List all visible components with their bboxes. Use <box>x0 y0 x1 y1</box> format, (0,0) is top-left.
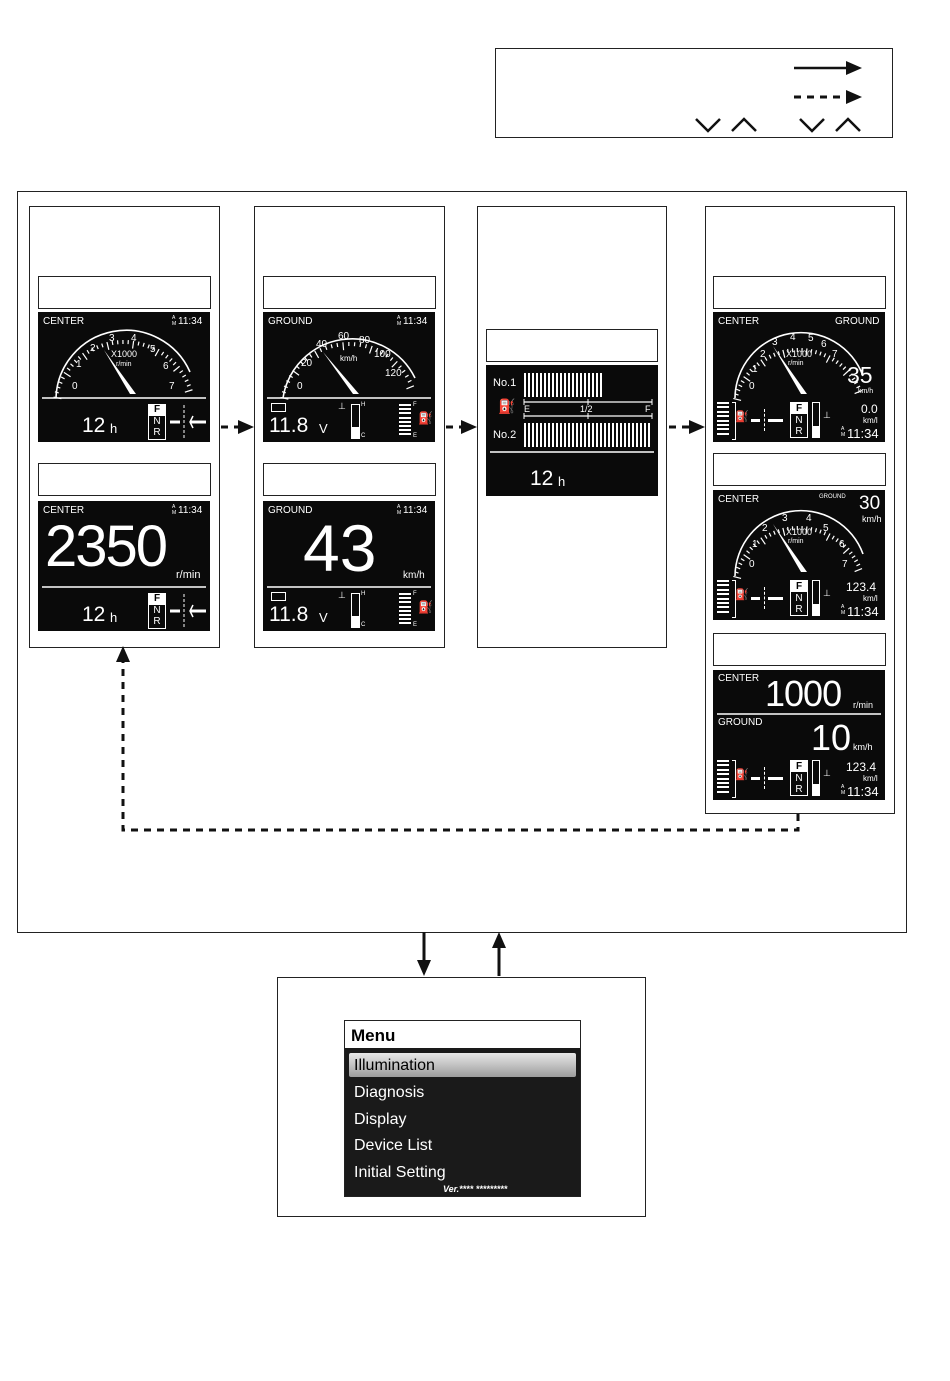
level-bar <box>528 423 530 447</box>
mode-label-left: CENTER <box>718 316 760 327</box>
tick-120: 120 <box>385 368 402 379</box>
scale-f: F <box>645 404 651 414</box>
tick-60: 60 <box>338 331 350 342</box>
fuel-bar-segment <box>717 598 729 600</box>
fuel-bar-segment <box>717 402 729 404</box>
tick-0: 0 <box>749 559 755 570</box>
gauge-tick <box>852 556 855 558</box>
tick-3: 3 <box>109 333 115 344</box>
fuel-bar-segment <box>717 782 729 784</box>
tick-4: 4 <box>790 332 796 343</box>
fuel-bar-segment <box>717 428 729 430</box>
fuel-bar-segment <box>717 786 729 788</box>
econ-value: 0.0 <box>861 402 878 416</box>
pto-icon <box>38 312 210 442</box>
econ-unit: km/l <box>863 594 878 603</box>
fuel-bar-segment <box>717 589 729 591</box>
screen-digital-speed <box>263 501 435 631</box>
voltage-unit: V <box>319 610 328 625</box>
gauge-tick <box>370 346 373 354</box>
gauge-tick <box>741 381 744 383</box>
battery-icon <box>271 592 286 601</box>
fuel-bar-segment <box>399 593 411 595</box>
clock: 11:34 <box>403 316 428 327</box>
tick-2: 2 <box>760 349 766 360</box>
level-bar <box>628 423 630 447</box>
fuel-bar-segment <box>717 602 729 604</box>
clock: 11:34 <box>847 604 879 619</box>
unit-label: r/min <box>116 361 132 368</box>
gear-r: R <box>153 616 161 627</box>
level-bar <box>580 423 582 447</box>
gauge-tick <box>741 559 744 561</box>
level-bar <box>592 423 594 447</box>
gauge-tick <box>820 530 821 534</box>
gauge-tick <box>405 375 408 377</box>
gauge-tick <box>820 352 821 356</box>
unit-label: r/min <box>788 360 804 367</box>
temp-icon: ⊥ <box>338 590 346 600</box>
temp-icon: ⊥ <box>823 588 831 598</box>
gear-n: N <box>795 593 803 604</box>
level-bar <box>548 423 550 447</box>
fuel-pump-icon: ⛽ <box>735 769 749 781</box>
fuel-bar-segment <box>717 606 729 608</box>
version-label: Ver.**** ********* <box>443 1184 508 1194</box>
mode-label: CENTER <box>43 505 85 516</box>
gauge-tick <box>856 564 860 566</box>
tick-6: 6 <box>821 339 827 350</box>
ampm-top: A <box>841 604 845 610</box>
scale-label: X1000 <box>111 349 138 359</box>
scale-label: X1000 <box>786 349 813 359</box>
mode-label-right: GROUND <box>819 494 846 500</box>
tick-6: 6 <box>163 361 169 372</box>
temp-gauge <box>351 404 360 439</box>
speed-unit: km/h <box>403 570 425 581</box>
fuel-bar-segment <box>717 760 729 762</box>
level-bar <box>636 423 638 447</box>
speed-value: 10 <box>811 717 852 758</box>
ampm-top: A <box>841 784 845 790</box>
hour-meter-unit: h <box>110 610 118 625</box>
temp-gauge-fill <box>352 427 359 438</box>
gauge-tick <box>761 360 765 367</box>
gauge-tick <box>392 361 398 367</box>
rpm-unit: r/min <box>176 569 201 581</box>
mode-label: CENTER <box>43 316 85 327</box>
gauge-tick <box>402 370 405 372</box>
tick-4: 4 <box>806 513 812 524</box>
temp-c-label: C <box>361 622 366 628</box>
gauge-tick <box>337 343 338 347</box>
gear-indicator <box>790 760 808 796</box>
gauge-tick <box>854 560 857 562</box>
tick-3: 3 <box>782 513 788 524</box>
fuel-f-label: F <box>413 402 417 408</box>
screen-digital-rpm <box>38 501 210 631</box>
gauge-tick <box>747 373 750 376</box>
tick-7: 7 <box>832 349 838 360</box>
fuel-bar-segment <box>399 425 411 427</box>
tick-0: 0 <box>297 381 303 392</box>
tick-100: 100 <box>374 349 391 360</box>
ampm-bottom: M <box>397 321 402 327</box>
fuel-bar-segment <box>399 618 411 620</box>
level-bar <box>644 423 646 447</box>
gear-r: R <box>795 604 803 615</box>
gear-f: F <box>791 581 807 592</box>
gear-r: R <box>795 784 803 795</box>
tick-4: 4 <box>131 333 137 344</box>
temp-h-label: H <box>361 591 366 597</box>
clock: 11:34 <box>847 426 879 441</box>
menu-title: Menu <box>345 1021 580 1048</box>
temp-icon: ⊥ <box>823 768 831 778</box>
menu-item-display[interactable]: Display <box>354 1111 407 1128</box>
gauge-tick <box>310 354 312 357</box>
tick-5: 5 <box>150 344 156 355</box>
gauge-tick <box>765 535 767 538</box>
rpm-value: 1000 <box>765 673 842 714</box>
screen-tachometer <box>38 312 210 442</box>
gauge-tick <box>824 353 826 357</box>
gauge-tick <box>826 533 830 540</box>
unit-label: km/h <box>340 354 358 363</box>
gauge-tick <box>315 351 319 358</box>
gauge-tick <box>840 363 843 366</box>
hour-meter-value: 12 <box>82 603 106 626</box>
gear-n: N <box>153 416 161 427</box>
gear-f: F <box>149 594 165 605</box>
gauge-tick <box>736 389 740 391</box>
fuel-bar-segment <box>717 593 729 595</box>
tick-2: 2 <box>762 523 768 534</box>
gauge-tick <box>843 367 846 370</box>
speed-unit: km/h <box>862 514 882 524</box>
level-bar <box>540 423 542 447</box>
fuel-bar-segment <box>717 415 729 417</box>
fuel-bar-segment <box>399 597 411 599</box>
gauge-tick <box>832 536 834 539</box>
gauge-tick <box>769 533 771 537</box>
voltage-unit: V <box>319 421 328 436</box>
gauge-tick <box>836 539 838 542</box>
temp-gauge <box>812 402 820 438</box>
mode-label: GROUND <box>268 505 313 516</box>
level-bar <box>568 423 570 447</box>
fuel-bar-segment <box>717 773 729 775</box>
fuel-bar-segment <box>717 611 729 613</box>
fuel-bar-segment <box>399 417 411 419</box>
gauge-tick <box>836 361 838 364</box>
fuel-bar-segment <box>399 433 411 435</box>
gear-n: N <box>795 415 803 426</box>
temp-gauge-fill <box>813 426 819 437</box>
temp-icon: ⊥ <box>338 401 346 411</box>
level-bar <box>640 423 642 447</box>
fuel-bar-segment <box>399 429 411 431</box>
ampm-bottom: M <box>841 610 846 616</box>
level-bar <box>620 423 622 447</box>
ampm-top: A <box>397 315 401 321</box>
tick-2: 2 <box>90 343 96 354</box>
screen-speedometer <box>263 312 435 442</box>
rpm-label: CENTER <box>718 673 760 684</box>
screen-combined-tacho-speed <box>713 312 885 442</box>
ampm-top: A <box>172 315 176 321</box>
clock: 11:34 <box>178 505 203 516</box>
fuel-gauge <box>717 580 729 616</box>
tick-0: 0 <box>72 381 78 392</box>
fuel-f-label: F <box>413 591 417 597</box>
ampm-top: A <box>397 504 401 510</box>
temp-gauge <box>812 580 820 616</box>
unit-label: r/min <box>788 538 804 545</box>
clock: 11:34 <box>847 784 879 799</box>
gear-n: N <box>795 773 803 784</box>
econ-value: 123.4 <box>846 760 877 774</box>
tick-7: 7 <box>842 559 848 570</box>
voltage-value: 11.8 <box>269 603 309 626</box>
gauge-tick <box>826 355 830 362</box>
mode-label: GROUND <box>268 316 313 327</box>
rpm-value: 2350 <box>45 514 167 579</box>
gauge-tick <box>815 350 816 354</box>
fuel-bar-segment <box>399 606 411 608</box>
level-bar <box>556 423 558 447</box>
fuel-pump-icon: ⛽ <box>498 398 516 414</box>
tick-0: 0 <box>749 381 755 392</box>
fuel-bar-segment <box>399 408 411 410</box>
fuel-gauge <box>399 593 411 627</box>
level-bar <box>624 423 626 447</box>
level-bar <box>584 423 586 447</box>
level-bar <box>612 423 614 447</box>
fuel-bar-segment <box>717 424 729 426</box>
fuel-bar-segment <box>399 404 411 406</box>
fuel-e-label: E <box>413 622 418 628</box>
gauge-tick <box>406 386 413 389</box>
econ-unit: km/l <box>863 774 878 783</box>
fuel-bar-segment <box>717 406 729 408</box>
gear-f: F <box>149 405 165 416</box>
gear-f: F <box>791 761 807 772</box>
fuel-bar-segment <box>717 411 729 413</box>
temp-gauge-fill <box>813 604 819 615</box>
speed-value: 43 <box>303 511 377 585</box>
tick-40: 40 <box>316 339 328 350</box>
temp-gauge-fill <box>352 616 359 627</box>
ampm-bottom: M <box>841 790 846 796</box>
speed-unit: km/h <box>853 742 873 752</box>
scale-label: X1000 <box>786 527 813 537</box>
gauge-tick <box>736 567 740 569</box>
level-bar <box>572 423 574 447</box>
fuel-bar-segment <box>717 580 729 582</box>
tick-6: 6 <box>839 539 845 550</box>
temp-h-label: H <box>361 402 366 408</box>
mode-label-left: CENTER <box>718 494 760 505</box>
menu-item-device-list[interactable]: Device List <box>354 1137 433 1154</box>
fuel-bar-segment <box>399 412 411 414</box>
level-bar <box>632 423 634 447</box>
hour-meter-value: 12 <box>530 467 554 490</box>
rpm-unit: r/min <box>853 700 873 710</box>
fuel-bar-segment <box>717 791 729 793</box>
menu-screen <box>344 1020 581 1197</box>
tick-1: 1 <box>752 539 758 550</box>
fuel-bar-segment <box>399 622 411 624</box>
tick-1: 1 <box>76 359 82 370</box>
fuel-gauge <box>717 760 729 796</box>
fuel-bar-segment <box>717 778 729 780</box>
hour-meter-value: 12 <box>82 414 106 437</box>
gear-r: R <box>795 426 803 437</box>
level-bar <box>564 423 566 447</box>
temp-c-label: C <box>361 433 366 439</box>
gauge-tick <box>774 353 775 357</box>
tick-1: 1 <box>752 364 758 375</box>
econ-value: 123.4 <box>846 580 877 594</box>
battery-icon <box>271 403 286 412</box>
tank1-label: No.1 <box>493 377 517 389</box>
speed-value: 30 <box>859 493 881 514</box>
temp-icon: ⊥ <box>823 410 831 420</box>
level-bar <box>608 423 610 447</box>
screen-dual-digital <box>713 670 885 800</box>
gauge-tick <box>783 350 785 358</box>
level-bar <box>600 423 602 447</box>
fuel-pump-icon: ⛽ <box>418 600 433 614</box>
fuel-bar-segment <box>399 610 411 612</box>
dashed-return-arrow <box>123 662 798 830</box>
gauge-tick <box>769 355 771 359</box>
ampm-bottom: M <box>172 321 177 327</box>
gauge-tick <box>284 386 288 387</box>
temp-gauge <box>812 760 820 796</box>
gauge-tick <box>783 528 785 536</box>
pto-icon <box>751 777 783 780</box>
gauge-tick <box>331 344 332 348</box>
clock: 11:34 <box>178 316 203 327</box>
fuel-bar-segment <box>717 433 729 435</box>
scale-half: 1/2 <box>580 404 593 414</box>
level-bar <box>596 423 598 447</box>
gauge-tick <box>747 551 750 554</box>
screen-combined-speed-tacho <box>713 490 885 620</box>
ampm-bottom: M <box>172 510 177 516</box>
pto-icon <box>751 419 783 422</box>
clock: 11:34 <box>403 505 428 516</box>
fuel-e-label: E <box>413 433 418 439</box>
gear-f: F <box>791 403 807 414</box>
mode-label-right: GROUND <box>835 316 880 327</box>
hour-meter-unit: h <box>110 421 118 436</box>
scale-e: E <box>524 404 531 414</box>
fuel-bar-segment <box>399 601 411 603</box>
ampm-top: A <box>841 426 845 432</box>
level-bar <box>604 423 606 447</box>
voltage-value: 11.8 <box>269 414 309 437</box>
level-bar <box>616 423 618 447</box>
fuel-gauge <box>399 404 411 438</box>
screen-fuel-tanks <box>486 365 658 496</box>
level-bar <box>560 423 562 447</box>
level-bar <box>588 423 590 447</box>
tick-5: 5 <box>823 523 829 534</box>
gear-r: R <box>153 427 161 438</box>
tick-7: 7 <box>169 381 175 392</box>
gear-n: N <box>153 605 161 616</box>
temp-gauge <box>351 593 360 628</box>
gauge-tick <box>774 531 775 535</box>
gauge-tick <box>343 342 344 350</box>
gauge-tick <box>408 380 412 382</box>
ampm-bottom: M <box>841 432 846 438</box>
menu-item-diagnosis[interactable]: Diagnosis <box>354 1084 425 1101</box>
speed-label: GROUND <box>718 717 763 728</box>
fuel-pump-icon: ⛽ <box>735 589 749 601</box>
gauge-tick <box>739 563 743 565</box>
hour-meter-unit: h <box>558 474 566 489</box>
gauge-tick <box>293 371 299 376</box>
gear-indicator <box>790 402 808 438</box>
tick-20: 20 <box>301 358 313 369</box>
fuel-bar-segment <box>717 764 729 766</box>
gauge-tick <box>739 385 743 387</box>
level-bar <box>536 423 538 447</box>
fuel-bar-segment <box>717 420 729 422</box>
gauge-tick <box>282 392 286 393</box>
gear-indicator <box>790 580 808 616</box>
level-bar <box>576 423 578 447</box>
level-bar <box>532 423 534 447</box>
fuel-pump-icon: ⛽ <box>418 411 433 425</box>
fuel-bar-segment <box>717 769 729 771</box>
gauge-tick <box>815 528 816 532</box>
fuel-pump-icon: ⛽ <box>735 411 749 423</box>
gauge-tick <box>761 538 765 545</box>
fuel-bar-segment <box>399 421 411 423</box>
fuel-gauge <box>717 402 729 438</box>
pto-icon <box>38 501 210 631</box>
gauge-tick <box>849 552 852 554</box>
temp-gauge-fill <box>813 784 819 795</box>
ampm-bottom: M <box>397 510 402 516</box>
level-bar <box>524 423 526 447</box>
fuel-bar-segment <box>399 614 411 616</box>
menu-item-initial-setting[interactable]: Initial Setting <box>354 1164 446 1181</box>
tick-5: 5 <box>808 333 814 344</box>
gauge-tick <box>855 569 862 572</box>
tick-3: 3 <box>772 337 778 348</box>
tank2-label: No.2 <box>493 429 517 441</box>
speed-unit: km/h <box>858 388 874 395</box>
tank2-level-bars <box>524 423 652 447</box>
level-bar <box>552 423 554 447</box>
econ-unit: km/l <box>863 416 878 425</box>
tick-80: 80 <box>359 335 371 346</box>
level-bar <box>648 423 650 447</box>
menu-item-illumination[interactable]: Illumination <box>349 1053 576 1077</box>
pto-icon <box>751 597 783 600</box>
fuel-bar-segment <box>717 584 729 586</box>
ampm-top: A <box>172 504 176 510</box>
level-bar <box>544 423 546 447</box>
speed-value: 35 <box>847 362 873 388</box>
